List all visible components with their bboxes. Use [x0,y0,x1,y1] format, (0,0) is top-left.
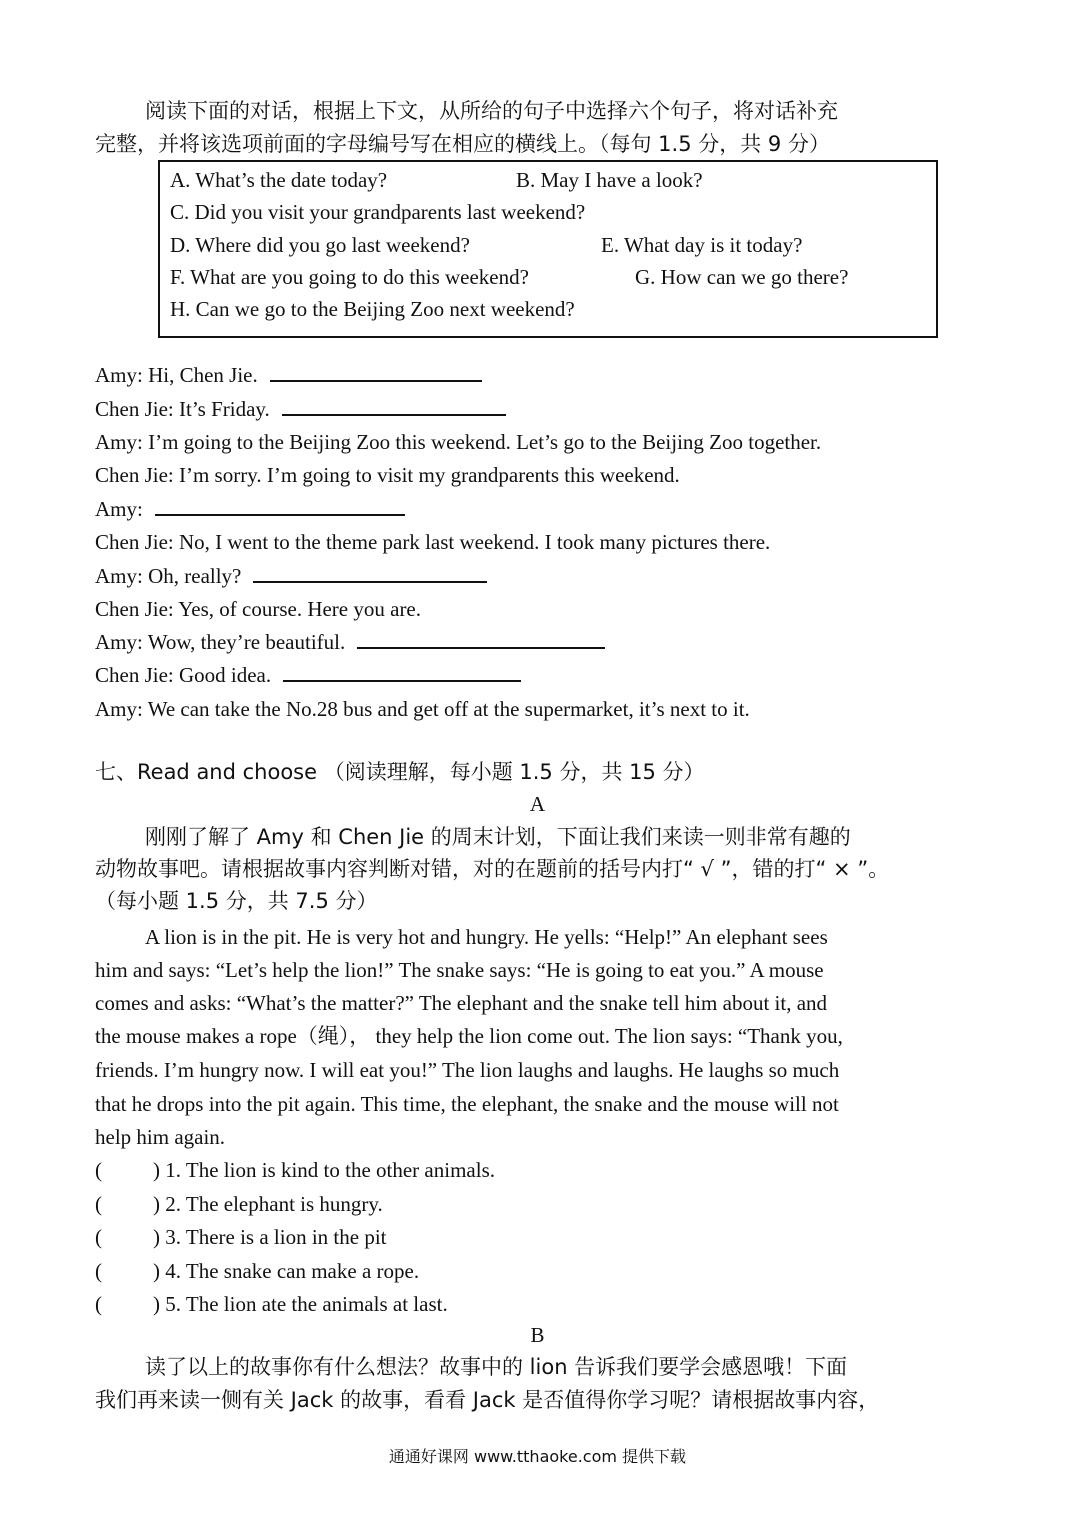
story-line: him and says: “Let’s help the lion!” The snake says: “He is going to eat you.” A mouse [95,958,824,982]
answer-paren[interactable]: ( [95,1259,102,1283]
dialogue-text: Amy: Wow, they’re beautiful. [95,630,346,654]
dialogue-text: Amy: We can take the No.28 bus and get off at the supermarket, it’s next to it. [95,697,750,721]
dialogue-text: Chen Jie: It’s Friday. [95,397,270,421]
question-text: 1. The lion is kind to the other animals. [165,1158,495,1182]
question-text: 3. There is a lion in the pit [165,1225,387,1249]
dialogue-line [95,460,680,490]
dialogue-text: Chen Jie: I’m sorry. I’m going to visit my grandparents this weekend. [95,463,680,487]
part-a-intro-line1: 刚刚了解了 Amy 和 Chen Jie 的周末计划，下面让我们来读一则非常有趣的 [145,825,851,849]
dialogue-line [95,594,421,624]
story-line: that he drops into the pit again. This time, the elephant, the snake and the mouse will not [95,1092,839,1116]
dialogue-text: Amy: Hi, Chen Jie. [95,363,258,387]
option-c: C. Did you visit your grandparents last weekend? [170,200,586,224]
dialogue-text: Amy: [95,497,143,521]
dialogue-line [95,627,605,657]
part-a-intro-line3: （每小题 1.5 分，共 7.5 分） [95,889,378,913]
part-a-intro-line2: 动物故事吧。请根据故事内容判断对错，对的在题前的括号内打“ √ ”，错的打“ × ”。 [95,857,890,881]
option-f: F. What are you going to do this weekend? [170,265,529,289]
part-a-label: A [529,792,546,816]
question-row: ( ) 2. The elephant is hungry. [95,1189,383,1219]
answer-paren[interactable]: ( [95,1292,102,1316]
dialogue-text: Chen Jie: Good idea. [95,663,272,687]
answer-paren[interactable]: ( [95,1192,102,1216]
dialogue-line [95,660,521,690]
section6-instruction-line2: 完整，并将该选项前面的字母编号写在相应的横线上。（每句 1.5 分，共 9 分） [95,132,830,156]
answer-paren[interactable]: ( [95,1225,102,1249]
dialogue-line [95,427,821,457]
option-g: G. How can we go there? [635,265,849,289]
question-text: 5. The lion ate the animals at last. [165,1292,448,1316]
question-row: ( ) 5. The lion ate the animals at last. [95,1289,448,1319]
answer-blank-3[interactable] [155,494,405,516]
question-text: 2. The elephant is hungry. [165,1192,383,1216]
story-line: A lion is in the pit. He is very hot and hungry. He yells: “Help!” An elephant sees [145,925,828,949]
option-d: D. Where did you go last weekend? [170,233,470,257]
option-b: B. May I have a look? [516,168,703,192]
dialogue-text: Chen Jie: No, I went to the theme park last weekend. I took many pictures there. [95,530,771,554]
section6-instruction-line1: 阅读下面的对话，根据上下文，从所给的句子中选择六个句子，将对话补充 [145,99,838,123]
footer-download-note: 通通好课网 www.tthaoke.com 提供下载 [388,1447,687,1466]
section7-heading: 七、Read and choose （阅读理解，每小题 1.5 分，共 15 分） [95,760,705,784]
dialogue-line [95,561,487,591]
dialogue-line [95,527,770,557]
part-b-intro-line1: 读了以上的故事你有什么想法？故事中的 lion 告诉我们要学会感恩哦！下面 [145,1355,848,1379]
options-box [158,160,938,338]
answer-paren[interactable]: ( [95,1158,102,1182]
dialogue-text: Amy: Oh, really? [95,564,242,588]
option-e: E. What day is it today? [601,233,803,257]
dialogue-line [95,394,506,424]
part-b-label: B [530,1323,545,1347]
answer-blank-5[interactable] [357,627,605,649]
option-h: H. Can we go to the Beijing Zoo next weekend? [170,297,575,321]
option-a: A. What’s the date today? [170,168,388,192]
question-row: ( ) 3. There is a lion in the pit [95,1222,387,1252]
question-row: ( ) 4. The snake can make a rope. [95,1256,419,1286]
dialogue-line [95,694,750,724]
story-line: the mouse makes a rope（绳）， they help the lion come out. The lion says: “Thank you, [95,1024,843,1048]
story-line: comes and asks: “What’s the matter?” The elephant and the snake tell him about it, and [95,991,828,1015]
dialogue-line [95,360,482,390]
question-row: ( ) 1. The lion is kind to the other animals. [95,1155,495,1185]
story-line: help him again. [95,1125,226,1149]
question-text: 4. The snake can make a rope. [165,1259,420,1283]
answer-blank-1[interactable] [270,360,482,382]
dialogue-text: Amy: I’m going to the Beijing Zoo this weekend. Let’s go to the Beijing Zoo together. [95,430,822,454]
dialogue-line [95,494,405,524]
answer-blank-2[interactable] [282,394,506,416]
dialogue-text: Chen Jie: Yes, of course. Here you are. [95,597,422,621]
part-b-intro-line2: 我们再来读一侧有关 Jack 的故事，看看 Jack 是否值得你学习呢？请根据故事内容， [95,1388,880,1412]
answer-blank-4[interactable] [253,561,487,583]
story-line: friends. I’m hungry now. I will eat you!” The lion laughs and laughs. He laughs so much [95,1058,840,1082]
answer-blank-6[interactable] [283,660,521,682]
